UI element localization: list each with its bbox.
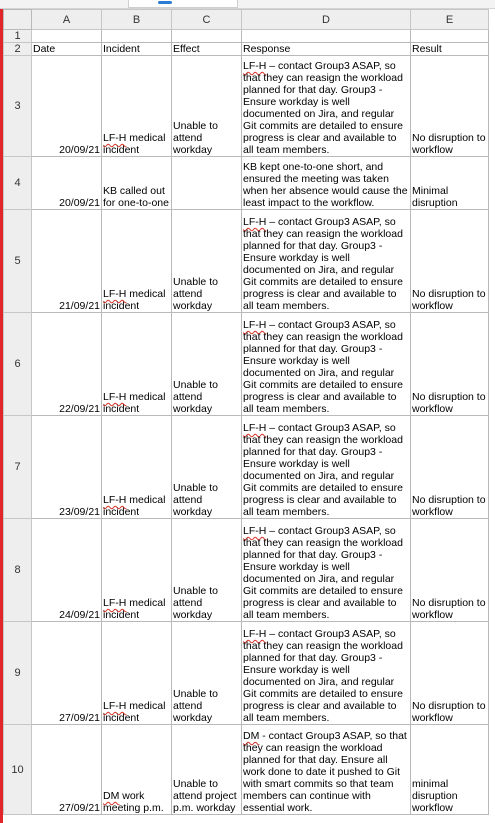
response-cell[interactable] xyxy=(242,622,411,725)
response-detail: that they can reasign the workload planned for that day. Group3 - Ensure workday is well documented on Jira, and regular Git commits are detailed to ensure progress is clear and available to all team members. xyxy=(243,640,403,724)
incident-cell[interactable] xyxy=(102,313,172,416)
column-header-a[interactable]: A xyxy=(32,10,102,30)
date-cell[interactable]: 24/09/21 xyxy=(32,519,102,622)
header-cell-result[interactable]: Result xyxy=(411,43,489,56)
result-cell[interactable] xyxy=(411,56,489,157)
response-code: LF-H xyxy=(243,60,267,72)
row-header-3[interactable]: 3 xyxy=(4,56,32,157)
date-cell[interactable]: 23/09/21 xyxy=(32,416,102,519)
row-header-10[interactable]: 10 xyxy=(4,725,32,815)
response-cell[interactable] xyxy=(242,157,411,210)
response-text: – contact Group3 ASAP, so xyxy=(266,628,396,640)
response-detail: that they can reasign the workload planned for that day. Group3 - Ensure workday is well documented on Jira, and regular Git commits are detailed to ensure progress is clear and available to all team members. xyxy=(243,228,403,312)
result-text: No disruption to workflow xyxy=(412,132,486,156)
select-all-corner[interactable] xyxy=(4,10,32,30)
incident-cell[interactable] xyxy=(102,519,172,622)
response-cell[interactable] xyxy=(242,416,411,519)
effect-text: Unable to attend project p.m. workday xyxy=(173,778,237,814)
spreadsheet-grid xyxy=(3,9,489,815)
effect-text: Unable to attend workday xyxy=(173,482,218,518)
incident-cell[interactable] xyxy=(102,416,172,519)
response-text: KB kept one-to-one short, and ensured the meeting was taken when her absence would cause the least impact to the workflow. xyxy=(243,161,408,209)
response-detail: that they can reasign the workload planned for that day. Group3 - Ensure workday is well documented on Jira, and regular Git commits are detailed to ensure progress is clear and available to all team members. xyxy=(243,331,403,415)
header-cell-effect[interactable]: Effect xyxy=(172,43,242,56)
cell[interactable] xyxy=(32,30,102,43)
response-text: – contact Group3 ASAP, so xyxy=(266,60,396,72)
incident-text: medical incident xyxy=(103,288,166,312)
header-cell-incident[interactable]: Incident xyxy=(102,43,172,56)
effect-text: Unable to attend workday xyxy=(173,276,218,312)
response-detail: that they can reasign the workload planned for that day. Group3 - Ensure workday is well documented on Jira, and regular Git commits are detailed to ensure progress is clear and available to all team members. xyxy=(243,537,403,621)
result-cell[interactable] xyxy=(411,519,489,622)
result-cell[interactable] xyxy=(411,210,489,313)
incident-text: medical incident xyxy=(103,391,166,415)
date-cell[interactable]: 22/09/21 xyxy=(32,313,102,416)
incident-code: LF-H xyxy=(103,288,127,300)
incident-text: medical incident xyxy=(103,494,166,518)
row-header-8[interactable]: 8 xyxy=(4,519,32,622)
effect-cell[interactable] xyxy=(172,519,242,622)
row-header-4[interactable]: 4 xyxy=(4,157,32,210)
response-code: LF-H xyxy=(243,525,267,537)
response-code: LF-H xyxy=(243,628,267,640)
header-cell-date[interactable]: Date xyxy=(32,43,102,56)
result-text: No disruption to workflow xyxy=(412,700,486,724)
effect-cell[interactable] xyxy=(172,157,242,210)
effect-cell[interactable] xyxy=(172,313,242,416)
effect-cell[interactable] xyxy=(172,416,242,519)
row-header-1[interactable]: 1 xyxy=(4,30,32,43)
effect-text: Unable to attend workday xyxy=(173,688,218,724)
response-code: DM xyxy=(243,730,260,742)
incident-text: medical incident xyxy=(103,597,166,621)
result-cell[interactable] xyxy=(411,157,489,210)
cell[interactable] xyxy=(411,30,489,43)
result-text: No disruption to workflow xyxy=(412,391,486,415)
column-header-b[interactable]: B xyxy=(102,10,172,30)
result-cell[interactable] xyxy=(411,622,489,725)
date-cell[interactable]: 20/09/21 xyxy=(32,157,102,210)
cell[interactable] xyxy=(172,30,242,43)
effect-text: Unable to attend workday xyxy=(173,120,218,156)
incident-cell[interactable] xyxy=(102,210,172,313)
row-header-2[interactable]: 2 xyxy=(4,43,32,56)
response-detail: that they can reasign the workload planned for that day. Ensure all work done to date it pushed to Git with smart commits so that team members can continue with essential work. xyxy=(243,730,407,814)
incident-cell[interactable] xyxy=(102,157,172,210)
row-header-6[interactable]: 6 xyxy=(4,313,32,416)
response-cell[interactable] xyxy=(242,725,411,815)
response-code: LF-H xyxy=(243,422,267,434)
effect-cell[interactable] xyxy=(172,210,242,313)
incident-text: medical incident xyxy=(103,132,166,156)
row-header-7[interactable]: 7 xyxy=(4,416,32,519)
effect-text: Unable to attend workday xyxy=(173,379,218,415)
incident-text: work meeting p.m. xyxy=(103,790,164,814)
sheet-tab[interactable] xyxy=(128,0,238,8)
tab-indicator xyxy=(158,1,172,4)
incident-code: LF-H xyxy=(103,700,127,712)
result-text: No disruption to workflow xyxy=(412,494,486,518)
date-cell[interactable]: 27/09/21 xyxy=(32,622,102,725)
result-cell[interactable] xyxy=(411,416,489,519)
response-text: – contact Group3 ASAP, so xyxy=(266,422,396,434)
result-text: minimal disruption workflow xyxy=(412,778,458,814)
incident-code: LF-H xyxy=(103,391,127,403)
result-text: Minimal disruption xyxy=(412,185,458,209)
response-detail: that they can reasign the workload planned for that day. Group3 - Ensure workday is well documented on Jira, and regular Git commits are detailed to ensure progress is clear and available to all team members. xyxy=(243,434,403,518)
response-cell[interactable] xyxy=(242,313,411,416)
column-header-e[interactable]: E xyxy=(411,10,489,30)
incident-code: LF-H xyxy=(103,132,127,144)
cell[interactable] xyxy=(242,30,411,43)
response-text: – contact Group3 ASAP, so xyxy=(266,525,396,537)
result-cell[interactable] xyxy=(411,313,489,416)
column-header-c[interactable]: C xyxy=(172,10,242,30)
response-detail: that they can reasign the workload planned for that day. Group3 - Ensure workday is well documented on Jira, and regular Git commits are detailed to ensure progress is clear and available to all team members. xyxy=(243,72,403,156)
cell[interactable] xyxy=(102,30,172,43)
effect-cell[interactable] xyxy=(172,725,242,815)
response-cell[interactable] xyxy=(242,519,411,622)
incident-cell[interactable] xyxy=(102,56,172,157)
effect-text: Unable to attend workday xyxy=(173,585,218,621)
toolbar-strip xyxy=(0,0,495,9)
response-code: LF-H xyxy=(243,216,267,228)
header-cell-response[interactable]: Response xyxy=(242,43,411,56)
column-header-d[interactable]: D xyxy=(242,10,411,30)
incident-code: LF-H xyxy=(103,597,127,609)
response-cell[interactable] xyxy=(242,56,411,157)
result-text: No disruption to workflow xyxy=(412,597,486,621)
incident-code: DM xyxy=(103,790,120,802)
date-cell[interactable]: 27/09/21 xyxy=(32,725,102,815)
effect-cell[interactable] xyxy=(172,56,242,157)
date-cell[interactable]: 20/09/21 xyxy=(32,56,102,157)
date-cell[interactable]: 21/09/21 xyxy=(32,210,102,313)
response-text: - contact Group3 ASAP, so xyxy=(259,730,390,742)
incident-code: LF-H xyxy=(103,494,127,506)
result-text: No disruption to workflow xyxy=(412,288,486,312)
incident-text: medical incident xyxy=(103,700,166,724)
row-header-5[interactable]: 5 xyxy=(4,210,32,313)
incident-cell[interactable] xyxy=(102,622,172,725)
incident-text: KB called out for one-to-one xyxy=(103,185,169,209)
response-code: LF-H xyxy=(243,319,267,331)
result-cell[interactable] xyxy=(411,725,489,815)
effect-cell[interactable] xyxy=(172,622,242,725)
response-text: – contact Group3 ASAP, so xyxy=(266,319,396,331)
response-text: – contact Group3 ASAP, so xyxy=(266,216,396,228)
row-header-9[interactable]: 9 xyxy=(4,622,32,725)
incident-cell[interactable] xyxy=(102,725,172,815)
response-cell[interactable] xyxy=(242,210,411,313)
